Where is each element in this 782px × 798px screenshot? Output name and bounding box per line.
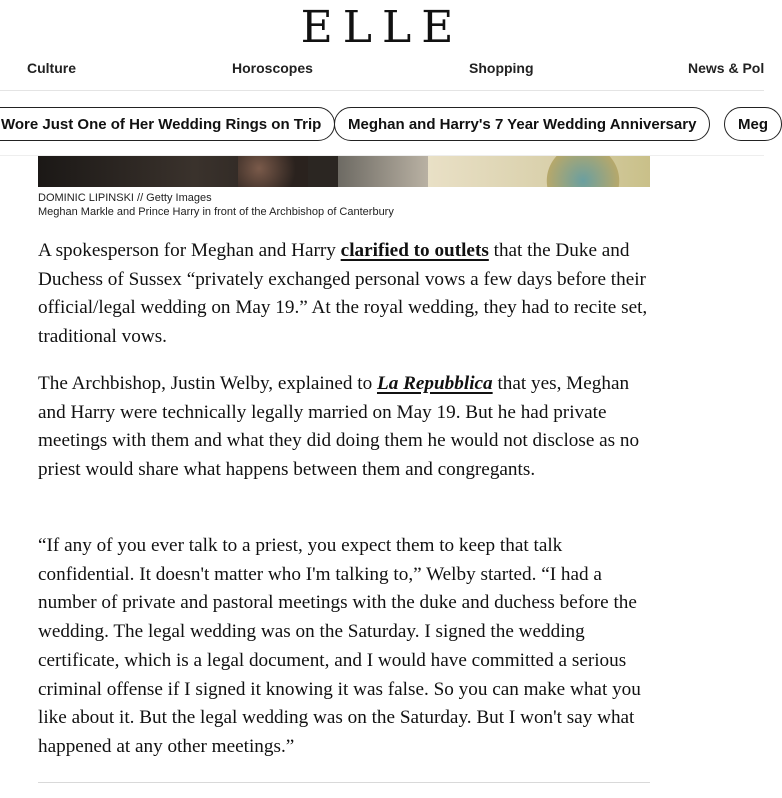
trending-pill-meghan[interactable]: Meg <box>724 107 782 141</box>
article-photo <box>38 156 650 187</box>
trending-pill-anniversary[interactable]: Meghan and Harry's 7 Year Wedding Anniversary <box>334 107 710 141</box>
nav-item-news-politics[interactable]: News & Pol <box>688 60 765 76</box>
main-nav <box>0 58 764 91</box>
photo-credit: DOMINIC LIPINSKI // Getty Images <box>38 192 212 204</box>
article-paragraph-3: “If any of you ever talk to a priest, you expect them to keep that talk confidential. It doesn't matter who I'm talking to,” Welby started. “I had a number of private and pastoral meetings with the duke and duchess before the wedding. The legal wedding was on the Saturday. I signed the wedding certificate, which is a legal document, and I would have committed a serious criminal offense if I signed it knowing it was false. So you can make what you like about it. But the legal wedding was on the Saturday. But I won't say what happened at any other meetings.” <box>38 535 641 757</box>
nav-item-horoscopes[interactable]: Horoscopes <box>232 60 313 76</box>
nav-item-shopping[interactable]: Shopping <box>469 60 534 76</box>
la-repubblica-link[interactable]: La Repubblica <box>376 373 493 394</box>
article-paragraph-1: A spokesperson for Meghan and Harry clarified to outlets that the Duke and Duchess of Sussex “privately exchanged personal vows a few days before their official/legal wedding on May 19.” At the royal wedding, they had to recite set, traditional vows. <box>38 240 648 348</box>
trending-pills <box>0 104 768 144</box>
article-bottom-divider <box>38 782 650 783</box>
trending-pill-rings[interactable]: Wore Just One of Her Wedding Rings on Trip <box>0 107 335 141</box>
article-paragraph-2: The Archbishop, Justin Welby, explained to La Repubblica that yes, Meghan and Harry were technically legally married on May 19. But he had private meetings with them and what they did doing them he would not disclose as no priest would share what happens between them and congregants. <box>38 373 640 481</box>
nav-item-culture[interactable]: Culture <box>27 60 76 76</box>
photo-caption: Meghan Markle and Prince Harry in front of the Archbishop of Canterbury <box>38 206 394 218</box>
elle-logo[interactable]: ELLE <box>300 2 464 53</box>
clarified-to-outlets-link[interactable]: clarified to outlets <box>340 240 489 261</box>
